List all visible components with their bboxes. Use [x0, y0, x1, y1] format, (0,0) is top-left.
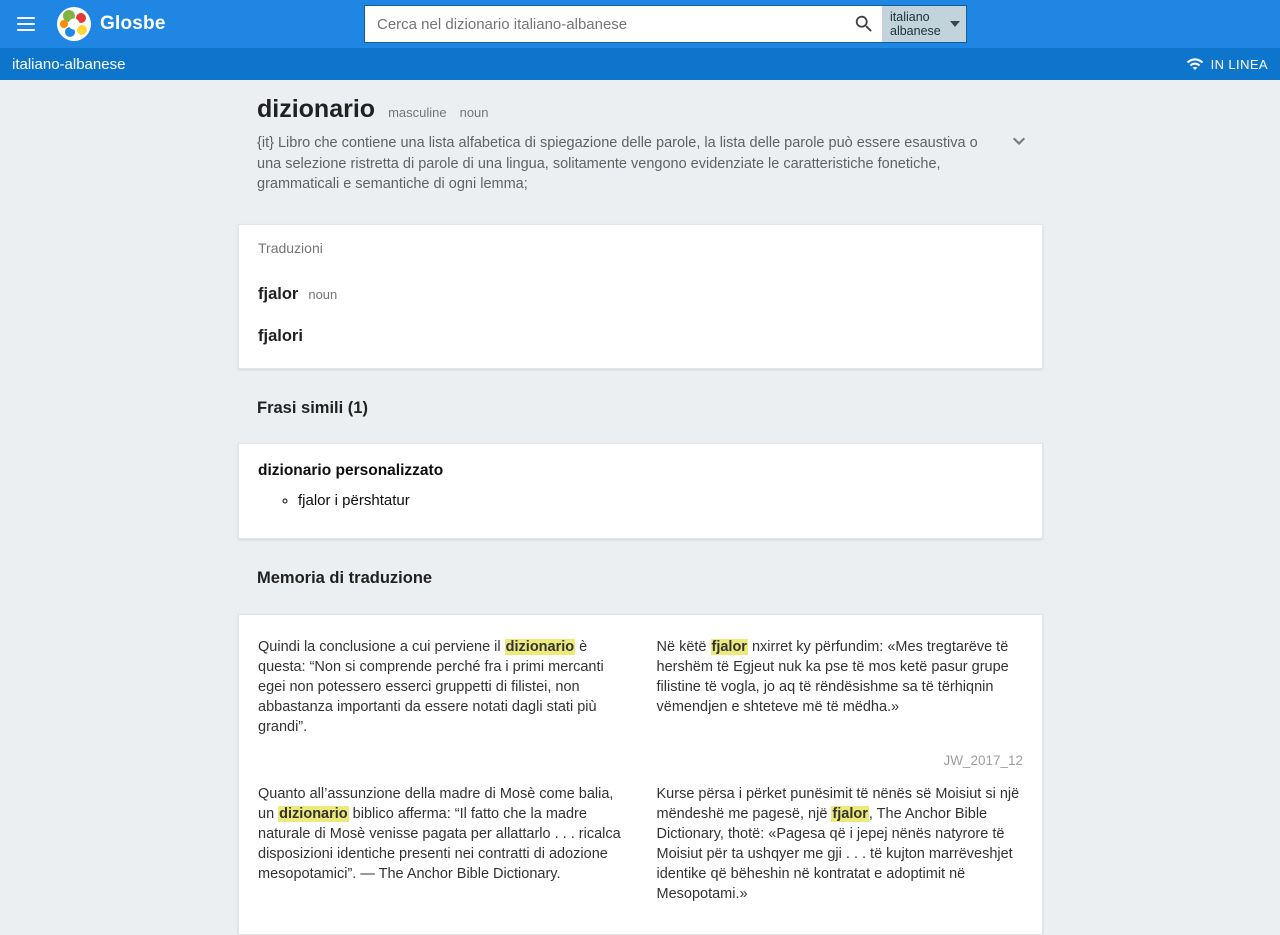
highlighted-term: fjalor	[711, 638, 747, 655]
part-of-speech-label: noun	[459, 105, 489, 120]
search-icon	[853, 13, 875, 35]
search-bar	[364, 5, 967, 43]
translation-word[interactable]: fjalori	[258, 326, 303, 345]
translations-title: Traduzioni	[258, 239, 323, 256]
hamburger-menu-button[interactable]	[6, 4, 46, 44]
example-source-text: Quindi la conclusione a cui perviene il dizionario è questa: “Non si comprende perché fra i primi mercanti egei non potessero esserci gruppetti di filistei, non abbastanza importanti da essere notati dagli stati più grandi”.	[258, 638, 604, 735]
example-attribution[interactable]: JW_2017_12	[943, 752, 1023, 768]
similar-phrase[interactable]: dizionario personalizzato	[258, 461, 444, 479]
translations-card	[238, 224, 1043, 369]
translation-word[interactable]: fjalor	[258, 284, 299, 303]
source-language-label: italiano	[890, 10, 930, 24]
dictionary-entry-header	[238, 95, 1043, 195]
expand-definition-button[interactable]	[1005, 127, 1033, 155]
brand-name[interactable]: Glosbe	[100, 13, 166, 34]
wifi-icon	[1186, 55, 1204, 73]
translation-memory-title: Memoria di traduzione	[257, 568, 433, 587]
language-pair-selector[interactable]	[882, 6, 966, 42]
highlighted-term: fjalor	[832, 805, 868, 822]
connection-status	[1186, 55, 1268, 73]
highlighted-term: dizionario	[279, 805, 348, 822]
glosbe-logo-icon[interactable]	[56, 6, 92, 42]
sub-header-bar	[0, 48, 1280, 80]
gender-label: masculine	[388, 105, 447, 120]
dictionary-pair-label[interactable]: italiano-albanese	[12, 55, 126, 73]
chevron-down-icon	[1007, 129, 1031, 153]
top-bar	[0, 0, 1280, 48]
similar-phrase-translation[interactable]: ◦ fjalor i përshtatur	[298, 489, 1023, 513]
example-source-text: Quanto all’assunzione della madre di Mosè come balia, un dizionario biblico afferma: “Il fatto che la madre naturale di Mosè venisse pagata per allattarlo . . . ricalca disposizioni identiche presenti nei contratti di adozione mesopotamici”. — The Anchor Bible Dictionary.	[258, 785, 621, 882]
dropdown-caret-icon	[950, 21, 960, 27]
translation-item	[258, 327, 1023, 346]
target-language-label: albanese	[890, 24, 941, 38]
highlighted-term: dizionario	[505, 638, 575, 655]
definition-text: {it} Libro che contiene una lista alfabetica di spiegazione delle parole, la lista delle parole può essere esaustiva o una selezione ristretta di parole di una lingua, solitamente vengono evidenziate le caratteristiche fonetiche, grammaticali e semantiche di ogni lemma;	[257, 135, 978, 192]
search-button[interactable]	[846, 6, 882, 42]
translation-item	[258, 285, 1023, 304]
example-target-text: Në këtë fjalor nxirret ky përfundim: «Mes tregtarëve të hershëm të Egjeut nuk ka pse të mos ketë pasur grupe filistine të vogla, jo aq të rëndësishme sa të tërhiqnin vëmendjen e shteteve më të mëdha.»	[656, 638, 1009, 715]
headword: dizionario	[257, 95, 376, 123]
example-pair	[258, 637, 1023, 737]
translation-memory-card	[238, 614, 1043, 935]
similar-phrases-card	[238, 443, 1043, 539]
search-input[interactable]	[365, 6, 846, 42]
status-badge: IN LINEA	[1210, 56, 1268, 72]
main-content	[238, 95, 1043, 935]
similar-phrases-title: Frasi simili (1)	[257, 398, 368, 417]
translation-pos: noun	[308, 286, 338, 302]
example-pair	[258, 784, 1023, 904]
example-target-text: Kurse përsa i përket punësimit të nënës së Moisiut si një mëndeshë me pagesë, një fjalor, The Anchor Bible Dictionary, thotë: «Pagesa që i jepej nënës natyrore të Moisiut për ta ushqyer me gji . . . të kujton marrëveshjet identike që bëheshin në kontratat e adoptimit në Mesopotami.»	[656, 785, 1020, 902]
